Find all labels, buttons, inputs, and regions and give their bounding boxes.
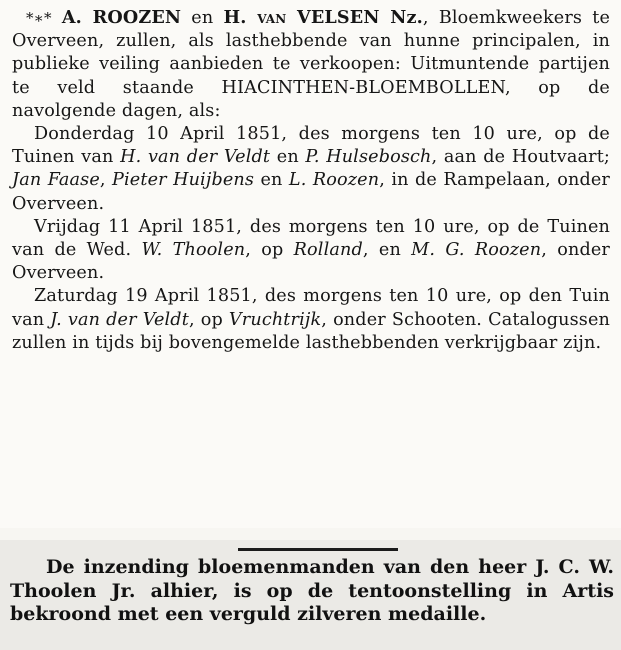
day1-owner-4: Pieter Huijbens <box>112 170 255 191</box>
sale-day-1 <box>12 123 610 216</box>
day2-and: , en <box>362 240 412 261</box>
notice-paragraph: De inzending bloemenmanden van den heer J. C. W. Thoolen Jr. alhier, is op de tentoonstelling in Artis bekroond met een verguld zilveren medaille. <box>10 556 614 625</box>
day3-owner: J. van der Veldt <box>50 309 189 330</box>
day3-tail: , onder Schooten. Catalogussen zullen in tijds bij bovengemelde lasthebbenden verkrijgbaar zijn. <box>12 309 611 353</box>
seller-name-2 <box>223 7 422 28</box>
day1-mid: , aan de Houtvaart; <box>431 147 610 168</box>
day3-place: Vruchtrijk <box>228 309 322 330</box>
notice-text <box>10 556 614 627</box>
day1-lead: Donderdag 10 April 1851, des morgens ten 10 ure, op de Tuinen van <box>12 124 610 168</box>
seller-name-2-particle: van <box>257 7 287 28</box>
day2-owner-1: W. Thoolen <box>141 240 246 261</box>
asterisk-ornament: *∗* <box>26 9 52 27</box>
separator-rule <box>238 548 398 551</box>
day3-lead: Zaturdag 19 April 1851, des morgens ten 10 ure, op den Tuin van <box>12 286 610 330</box>
day2-place: Rolland <box>293 240 363 261</box>
day1-owner-1: H. van der Veldt <box>120 147 271 168</box>
day1-owner-3: Jan Faase <box>12 170 100 191</box>
conjunction: en <box>181 8 224 28</box>
seller-name-2-prefix: H. <box>223 7 258 28</box>
intro-paragraph <box>12 6 610 123</box>
day2-mid: , op <box>245 240 294 261</box>
day2-lead: Vrijdag 11 April 1851, des morgens ten 10 ure, op de Tuinen van de Wed. <box>12 216 610 261</box>
intro-text: , Bloemkweekers te Overveen, zullen, als lasthebbende van hunne principalen, in publieke veiling aanbieden te verkoopen: Uitmuntende partijen te veld staande HIACINTHEN-BLOEMBOLLEN, op de navolgende dagen, als: <box>12 8 611 121</box>
advertisement-text <box>12 6 610 355</box>
day2-owner-2: M. G. Roozen <box>411 240 542 261</box>
sale-day-2 <box>12 216 610 286</box>
day1-owner-2: P. Hulsebosch <box>305 147 432 168</box>
sale-day-3 <box>12 285 610 355</box>
day1-and-1: en <box>270 147 306 168</box>
day2-tail: , onder Overveen. <box>12 240 610 284</box>
day1-tail: , in de Rampelaan, onder Overveen. <box>12 170 610 214</box>
seller-name-2-surname: VELSEN Nz. <box>286 7 423 28</box>
day3-mid: , op <box>188 309 229 330</box>
day1-owner-5: L. Roozen <box>288 170 380 191</box>
day1-and-2: en <box>254 170 289 191</box>
day1-sep: , <box>99 170 113 191</box>
seller-name-1: A. ROOZEN <box>61 7 182 28</box>
